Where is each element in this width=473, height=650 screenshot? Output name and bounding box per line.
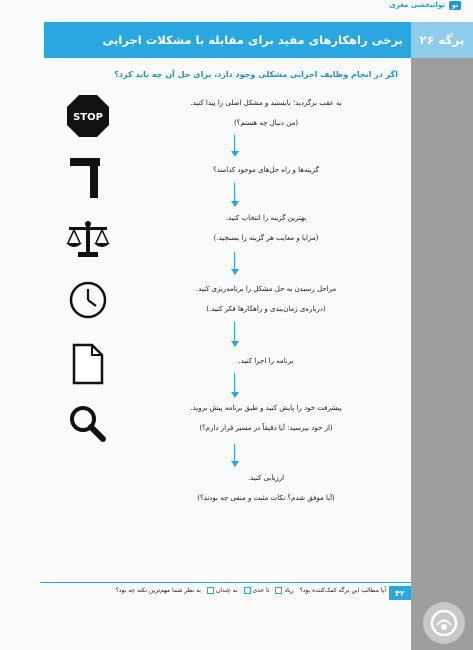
brand-name: توانبخشی مغزی [389, 1, 445, 9]
page-title: برخی راهکارهای مفید برای مقابله با مشکلات اجرایی [102, 33, 403, 47]
step-6 [150, 402, 382, 434]
step-5-text: برنامه را اجرا کنید. [238, 357, 294, 365]
option-not-much[interactable]: نه چندان [207, 587, 238, 594]
checkbox-not-much[interactable] [207, 587, 214, 594]
footer-divider [40, 582, 411, 583]
scales-icon [64, 215, 112, 263]
main-question: اگر در انجام وظایف اجرایی مشکلی وجود دارد، برای حل آن چه باید کرد؟ [114, 70, 398, 79]
signpost-icon [64, 152, 112, 200]
checkbox-much[interactable] [275, 587, 282, 594]
step-2-text: گزینه‌ها و راه حل‌های موجود کدامند؟ [213, 166, 319, 174]
svg-text:STOP: STOP [73, 112, 103, 123]
step-4-note: (درباره‌ی زمان‌بندی و راهکارها فکر کنید.) [206, 305, 326, 313]
step-7-text: ارزیابی کنید. [247, 474, 285, 482]
brand-badge: تو [449, 1, 461, 10]
option-somewhat[interactable]: تا حدی [244, 587, 270, 594]
step-4 [150, 283, 382, 315]
step-6-note: (از خود بپرسید: آیا دقیقاً در مسیر قرار دارم؟) [199, 424, 333, 432]
step-3-text: بهترین گزینه را انتخاب کنید. [225, 214, 307, 222]
step-7 [150, 472, 382, 504]
checkbox-somewhat[interactable] [244, 587, 251, 594]
document-icon [64, 340, 112, 388]
page-number: ۴۲ [389, 586, 411, 600]
step-3 [150, 212, 382, 244]
stop-sign-icon [64, 92, 112, 140]
step-1-text: به عقب برگردید؛ بایستید و مشکل اصلی را پیدا کنید. [190, 99, 342, 107]
step-3-note: (مزایا و معایب هر گزینه را بسنجید.) [213, 234, 319, 242]
page-header [44, 22, 473, 58]
step-6-text: پیشرفت خود را پایش کنید و طبق برنامه پیش بروید. [190, 404, 342, 412]
feedback-survey [36, 587, 386, 594]
step-2 [150, 164, 382, 176]
clock-icon [64, 276, 112, 324]
survey-question: آیا مطالب این برگه کمک‌کننده بود؟ [299, 587, 386, 594]
option-much[interactable]: زیاد [275, 587, 293, 594]
brand [389, 0, 461, 10]
page-label: برگه ۲۶ [411, 22, 473, 58]
magnifier-icon [64, 400, 112, 448]
survey-followup: به نظر شما مهم‌ترین نکته چه بود؟ [115, 587, 201, 594]
logo-mark-icon [423, 602, 465, 644]
step-4-text: مراحل رسیدن به حل مشکل را برنامه‌ریزی کنید. [195, 285, 337, 293]
side-strip [411, 58, 473, 650]
step-1 [150, 97, 382, 129]
step-1-note: (من دنبال چه هستم؟) [233, 119, 299, 127]
step-7-note: (آیا موفق شدم؟ نکات مثبت و منفی چه بودند؟) [197, 494, 335, 502]
step-5 [150, 355, 382, 367]
